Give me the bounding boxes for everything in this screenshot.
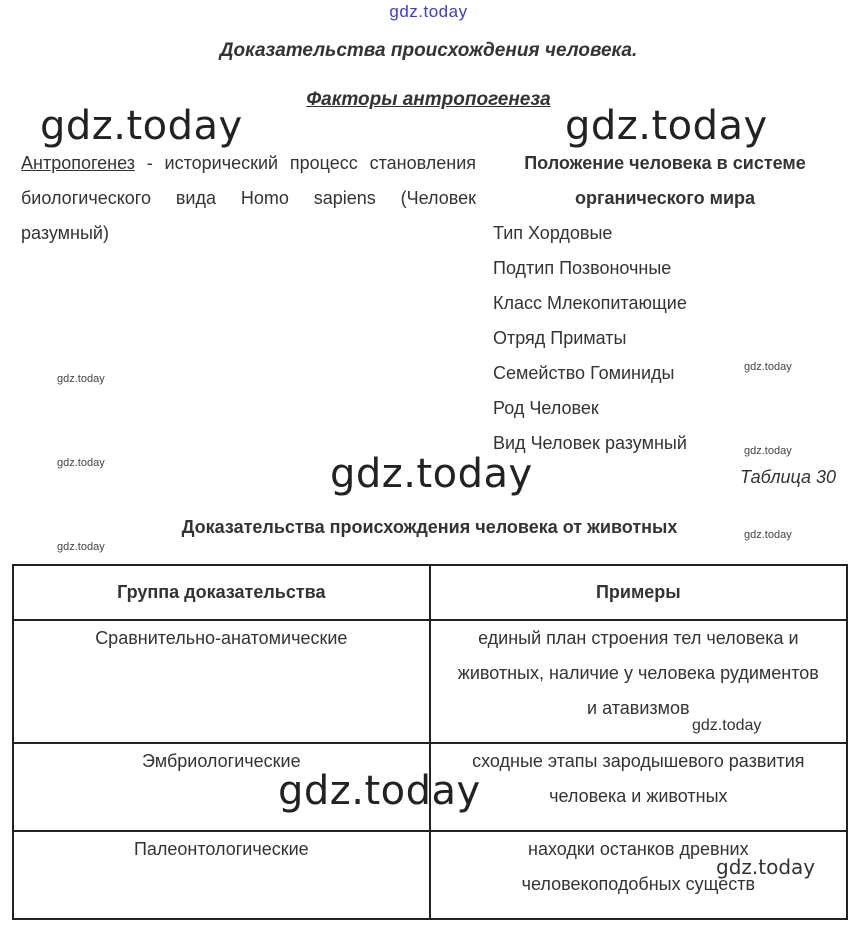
table-cell-example: сходные этапы зародышевого развития человека и животных xyxy=(430,743,847,831)
table-cell-group: Сравнительно-анатомические xyxy=(13,620,430,743)
table-title: Доказательства происхождения человека от животных xyxy=(181,517,678,537)
table-row xyxy=(13,743,847,831)
watermark-large: gdz.today xyxy=(40,103,243,149)
watermark-small: gdz.today xyxy=(57,457,105,469)
table-cell-example: находки останков древних человекоподобных существ xyxy=(430,831,847,919)
evidence-table xyxy=(12,564,848,920)
definition-term: Антропогенез xyxy=(21,153,135,173)
page-title: Доказательства происхождения человека. xyxy=(219,40,638,61)
section-subtitle-text: Факторы антропогенеза xyxy=(306,89,551,110)
watermark-large: gdz.today xyxy=(330,451,533,497)
section-subtitle xyxy=(0,89,857,111)
table-header-row xyxy=(13,565,847,620)
position-heading: Положение человека в системе органического мира xyxy=(524,153,806,208)
watermark-small: gdz.today xyxy=(744,361,792,373)
watermark-medium: gdz.today xyxy=(716,855,816,879)
table-row xyxy=(13,831,847,919)
watermark-small: gdz.today xyxy=(744,529,792,541)
taxonomy-item: Семейство Гоминиды xyxy=(493,363,675,383)
taxonomy-item: Отряд Приматы xyxy=(493,328,627,348)
table-number: Таблица 30 xyxy=(740,467,837,487)
table-header-group: Группа доказательства xyxy=(13,565,430,620)
watermark-large: gdz.today xyxy=(278,768,481,814)
watermark-small: gdz.today xyxy=(692,717,762,734)
taxonomy-list xyxy=(493,216,687,461)
table-cell-group: Эмбриологические xyxy=(13,743,430,831)
table-header-examples: Примеры xyxy=(430,565,847,620)
taxonomy-item: Род Человек xyxy=(493,398,599,418)
taxonomy-item: Вид Человек разумный xyxy=(493,433,687,453)
definition-paragraph xyxy=(21,146,476,251)
watermark-top: gdz.today xyxy=(389,2,468,21)
taxonomy-item: Класс Млекопитающие xyxy=(493,293,687,313)
watermark-small: gdz.today xyxy=(57,541,105,553)
taxonomy-item: Подтип Позвоночные xyxy=(493,258,672,278)
definition-text: - исторический процесс становления биологического вида Homo sapiens (Человек разумный) xyxy=(21,153,476,243)
watermark-large: gdz.today xyxy=(565,103,768,149)
watermark-small: gdz.today xyxy=(744,445,792,457)
taxonomy-item: Тип Хордовые xyxy=(493,223,613,243)
watermark-small: gdz.today xyxy=(57,373,105,385)
table-cell-example: единый план строения тел человека и животных, наличие у человека рудиментов и атавизмов xyxy=(430,620,847,743)
table-cell-group: Палеонтологические xyxy=(13,831,430,919)
